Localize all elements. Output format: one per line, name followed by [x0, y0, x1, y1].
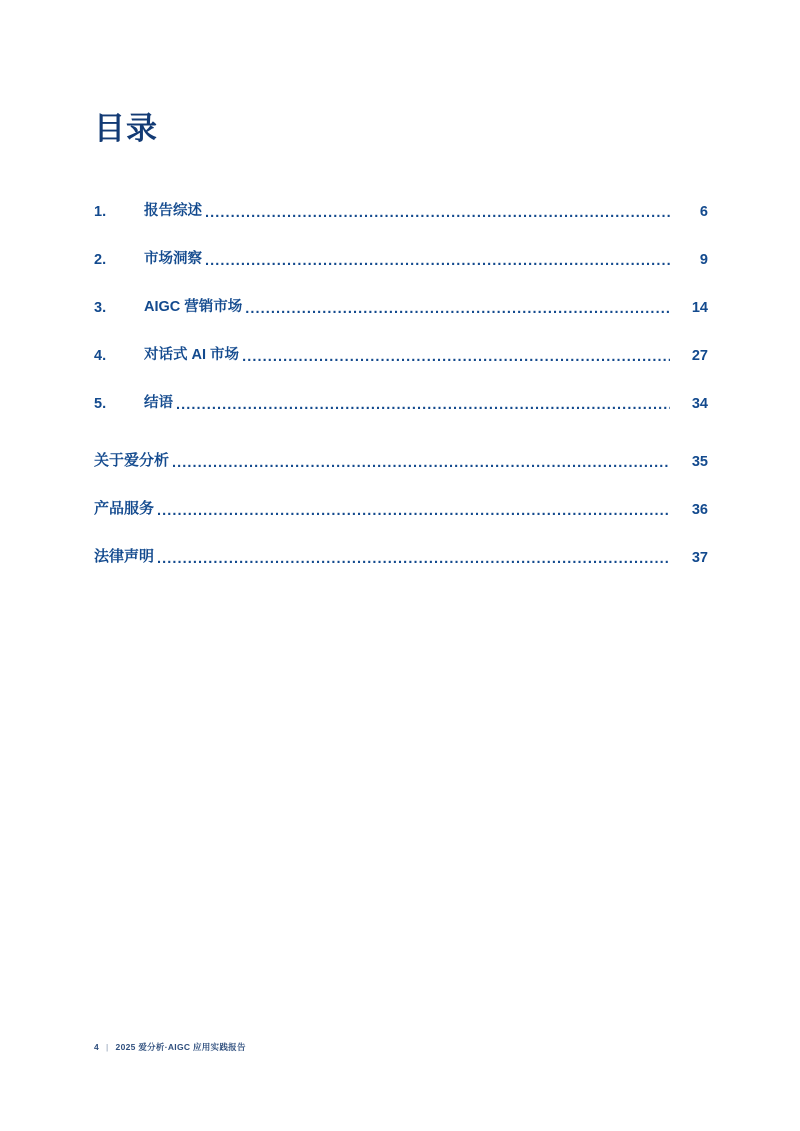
toc-leader-dots	[157, 504, 670, 518]
toc-entry-page: 6	[699, 204, 708, 220]
footer-text: 2025 爱分析·AIGC 应用实践报告	[115, 1042, 246, 1052]
toc-entry-number: 2.	[94, 252, 107, 268]
table-of-contents	[94, 172, 708, 566]
toc-entry-label: 结语	[144, 395, 173, 411]
toc-entry-label: 法律声明	[94, 548, 155, 565]
toc-entry[interactable]	[94, 364, 708, 412]
toc-entry-number: 1.	[94, 204, 107, 220]
toc-entry[interactable]	[94, 470, 708, 518]
toc-entry-page: 35	[691, 454, 708, 470]
toc-entry-page: 9	[699, 252, 708, 268]
footer-separator: |	[106, 1042, 109, 1052]
toc-leader-dots	[245, 302, 670, 316]
toc-divider-space	[94, 412, 708, 422]
toc-entry-label: 关于爱分析	[94, 452, 170, 469]
footer-page-number: 4	[94, 1042, 100, 1052]
toc-entry-number: 3.	[94, 300, 107, 316]
toc-entry[interactable]	[94, 422, 708, 470]
toc-entry-label: 报告综述	[144, 203, 202, 219]
toc-leader-dots	[176, 398, 670, 412]
toc-entry-label: 市场洞察	[144, 251, 202, 267]
toc-entry[interactable]	[94, 268, 708, 316]
toc-entry-page: 36	[691, 502, 708, 518]
toc-entry[interactable]	[94, 518, 708, 566]
page-title: 目录	[94, 111, 158, 146]
toc-entry-label: 产品服务	[94, 500, 155, 517]
page-footer	[94, 1041, 246, 1053]
toc-entry-page: 27	[691, 348, 708, 364]
toc-leader-dots	[172, 456, 670, 470]
toc-entry[interactable]	[94, 316, 708, 364]
toc-entry-label: AIGC 营销市场	[144, 299, 243, 315]
toc-entry-label: 对话式 AI 市场	[144, 347, 240, 363]
toc-entry[interactable]	[94, 220, 708, 268]
toc-entry-number: 4.	[94, 348, 107, 364]
toc-entry[interactable]	[94, 172, 708, 220]
toc-leader-dots	[242, 350, 670, 364]
toc-leader-dots	[205, 206, 670, 220]
toc-entry-page: 34	[691, 396, 708, 412]
toc-entry-page: 14	[691, 300, 708, 316]
toc-entry-page: 37	[691, 550, 708, 566]
toc-leader-dots	[205, 254, 670, 268]
toc-entry-number: 5.	[94, 396, 107, 412]
toc-leader-dots	[157, 552, 670, 566]
